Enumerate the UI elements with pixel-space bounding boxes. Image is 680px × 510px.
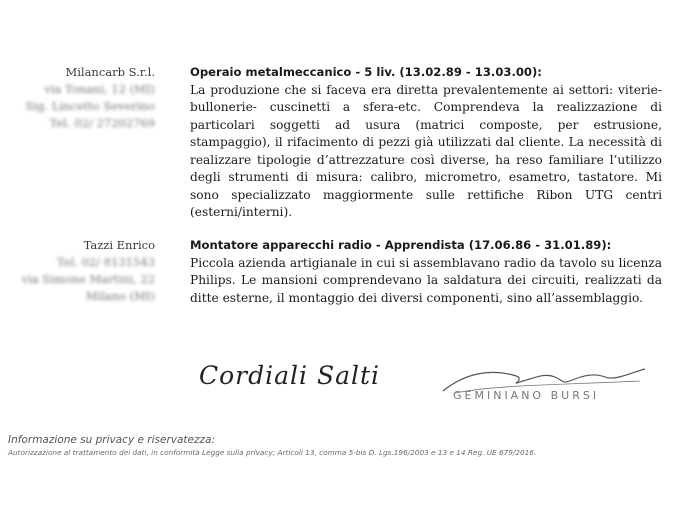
employer-address: via Simone Martini, 22 — [21, 272, 155, 286]
employer-city: Milano (MI) — [85, 289, 155, 303]
job-title: Montatore apparecchi radio - Apprendista (17.06.86 - 31.01.89): — [190, 238, 612, 252]
job-title: Operaio metalmeccanico - 5 liv. (13.02.89 - 13.03.00): — [190, 65, 542, 79]
privacy-footer — [8, 433, 668, 459]
employer-block — [0, 237, 155, 305]
job-description: Piccola azienda artigianale in cui si assemblavano radio da tavolo su licenza Philips. Le mansioni comprendevano la saldatura dei circuiti, realizzati da ditte esterne, il montaggio dei diversi componenti, sino all’assemblaggio. — [190, 255, 662, 305]
employer-block — [0, 64, 155, 132]
job-description: La produzione che si faceva era diretta prevalentemente ai settori: viterie-bullonerie- cuscinetti a sfera-etc. Comprendeva la realizzazione di particolari soggetti ad usura (matrici composte, per estrusione, stampaggio), il rifacimento di pezzi già utilizzati dal cliente. La necessità di realizzare tipologie d’attrezzature così diverse, ha reso familiare l’utilizzo degli strumenti di misura: calibro, micrometro, esametro, tastatore. Mi sono specializzato maggiormente sulle rettifiche Ribon UTG centri (esterni/interni). — [190, 82, 662, 219]
signature-area — [195, 355, 665, 410]
job-entry — [190, 237, 662, 307]
employer-name: Tazzi Enrico — [83, 238, 155, 252]
employer-name: Milancarb S.r.l. — [65, 65, 155, 79]
employer-address: via Tonani, 12 (MI) — [44, 82, 155, 96]
employer-phone: Tel. 02/ 27202769 — [49, 116, 155, 130]
signature-name: GEMINIANO BURSI — [453, 389, 600, 402]
employer-phone: Tel. 02/ 8131543 — [57, 255, 155, 269]
job-entry — [190, 64, 662, 222]
closing-greeting: Cordiali Salti — [199, 361, 381, 390]
privacy-text: Autorizzazione al trattamento dei dati, in conformità Legge sulla privacy; Articoli 13, comma 5-bis D. Lgs.196/2003 e 13 e 14 Reg. UE 679/2016. — [8, 448, 537, 457]
employer-contact: Sig. Lincetto Severino — [25, 99, 155, 113]
signature-image — [435, 355, 655, 407]
privacy-heading: Informazione su privacy e riservatezza: — [8, 434, 215, 446]
